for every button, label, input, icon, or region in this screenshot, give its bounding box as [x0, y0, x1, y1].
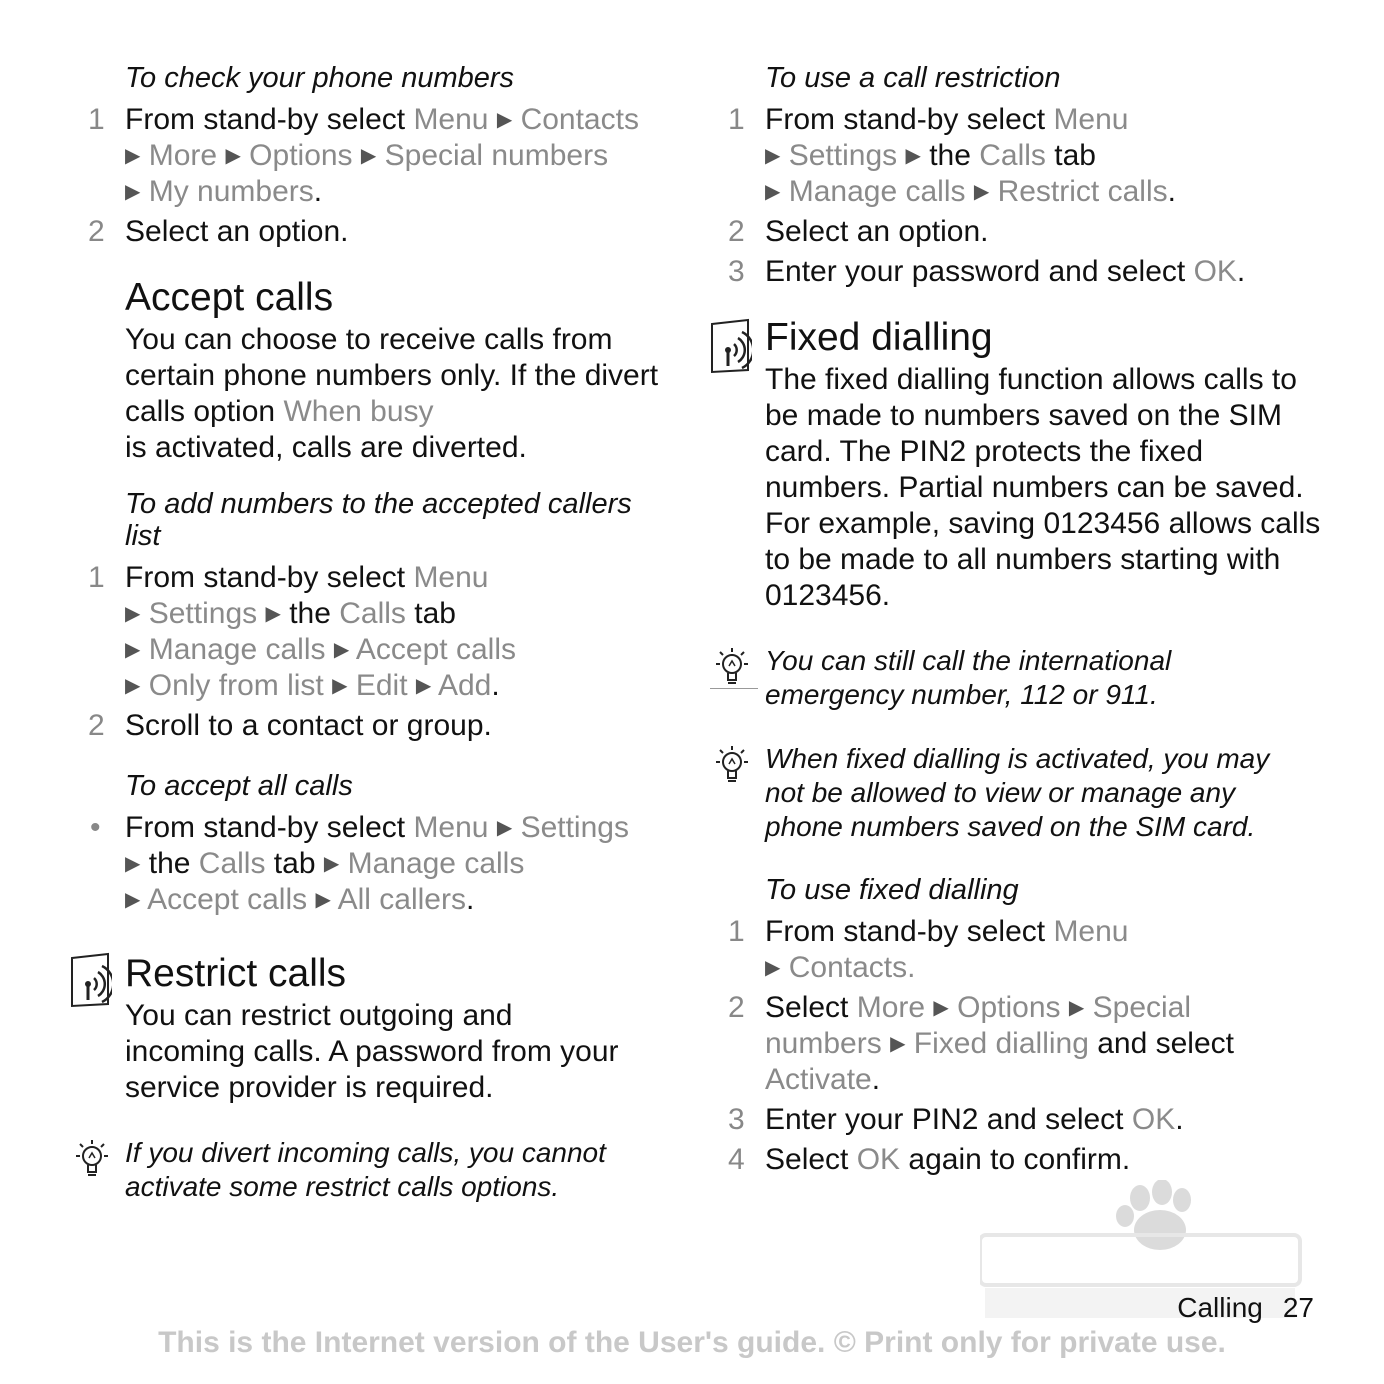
step-text: From stand-by select Menu ▶ Settings ▶ the Calls tab ▶ Manage calls ▶ Accept calls ▶ Only from list ▶ Edit ▶ Add.: [125, 561, 516, 702]
arrow-icon: ▶: [315, 889, 331, 911]
step-text: Select More ▶ Options ▶ Special numbers ▶ Fixed dialling and select Activate.: [765, 991, 1234, 1096]
lightbulb-icon: [710, 744, 756, 790]
arrow-icon: ▶: [765, 957, 781, 979]
step-number: 1: [728, 103, 745, 136]
menu-path-my-numbers: My numbers: [148, 175, 314, 208]
accept-all-title: To accept all calls: [125, 770, 353, 802]
page-footer: [1177, 1292, 1314, 1324]
step-number: 4: [728, 1143, 745, 1176]
step-text: Enter your PIN2 and select OK.: [765, 1103, 1184, 1136]
arrow-icon: ▶: [125, 889, 141, 911]
menu-path-when-busy: When busy: [283, 395, 434, 428]
arrow-icon: ▶: [496, 109, 513, 131]
step-text: From stand-by select Menu ▶ Contacts.: [765, 915, 1129, 984]
lightbulb-icon: [70, 1138, 116, 1184]
menu-path-options: Options: [249, 139, 353, 172]
arrow-icon: ▶: [415, 675, 432, 697]
restrict-calls-section: [70, 952, 670, 1106]
arrow-icon: ▶: [332, 675, 348, 697]
step-number: 1: [88, 103, 105, 136]
arrow-icon: ▶: [933, 997, 949, 1019]
arrow-icon: ▶: [333, 639, 350, 661]
step-text: From stand-by select Menu ▶ Settings ▶ the Calls tab ▶ Manage calls ▶ Accept calls ▶ All callers.: [125, 811, 629, 916]
check-numbers-title: To check your phone numbers: [125, 62, 515, 94]
fixed-dialling-section: [710, 316, 1321, 614]
use-restriction-step-2: [710, 214, 1310, 250]
check-numbers-step-1: [70, 102, 670, 210]
step-text: Select OK again to confirm.: [765, 1143, 1131, 1176]
arrow-icon: ▶: [360, 145, 377, 167]
step-text: Scroll to a contact or group.: [125, 709, 492, 742]
use-restriction-step-3: [710, 254, 1310, 290]
step-number: 2: [88, 215, 105, 248]
use-fixed-step-3: [710, 1102, 1310, 1138]
step-number: 2: [728, 991, 745, 1024]
right-column: [710, 62, 1321, 1182]
step-number: 1: [88, 561, 105, 594]
menu-path-more: More: [148, 139, 218, 172]
use-fixed-step-2: [710, 990, 1310, 1098]
left-column: [70, 62, 670, 1204]
arrow-icon: ▶: [973, 181, 990, 203]
restrict-calls-paragraph: You can restrict outgoing and incoming calls. A password from your service provider is required.: [125, 999, 619, 1104]
add-numbers-step-1: [70, 560, 670, 704]
tip-text: You can still call the international emergency number, 112 or 911.: [765, 645, 1172, 710]
step-number: 1: [728, 915, 745, 948]
page-number: 27: [1282, 1292, 1314, 1323]
use-fixed-title: To use fixed dialling: [765, 874, 1019, 906]
tip-text: When fixed dialling is activated, you may not be allowed to view or manage any phone numbers saved on the SIM card.: [765, 743, 1270, 842]
menu-path-contacts: Contacts: [520, 103, 639, 136]
use-restriction-step-1: [710, 102, 1310, 210]
arrow-icon: ▶: [265, 603, 281, 625]
step-text: Select an option.: [125, 215, 349, 248]
step-text: Select an option.: [765, 215, 989, 248]
step-text: From stand-by select Menu ▶ Contacts ▶ More ▶ Options ▶ Special numbers ▶ My numbers.: [125, 103, 639, 208]
lightbulb-icon: [710, 646, 756, 692]
accept-calls-heading: Accept calls: [125, 276, 334, 319]
arrow-icon: ▶: [125, 853, 141, 875]
tip-divert: [70, 1136, 670, 1204]
arrow-icon: ▶: [1068, 997, 1085, 1019]
fixed-dialling-heading: Fixed dialling: [765, 316, 993, 359]
accept-all-step: [70, 810, 670, 918]
step-number: 3: [728, 1103, 745, 1136]
use-fixed-step-1: [710, 914, 1310, 986]
arrow-icon: ▶: [496, 817, 513, 839]
bullet: •: [90, 811, 101, 844]
add-numbers-step-2: [70, 708, 670, 744]
usage-notice: This is the Internet version of the User's guide. © Print only for private use.: [158, 1326, 1226, 1359]
arrow-icon: ▶: [905, 145, 921, 167]
arrow-icon: ▶: [890, 1033, 906, 1055]
divider: [710, 688, 758, 689]
arrow-icon: ▶: [125, 603, 141, 625]
step-number: 3: [728, 255, 745, 288]
menu-path-menu: Menu: [413, 103, 489, 136]
arrow-icon: ▶: [765, 181, 781, 203]
section-name: Calling: [1177, 1292, 1263, 1323]
tip-text: If you divert incoming calls, you cannot activate some restrict calls options.: [125, 1137, 606, 1202]
arrow-icon: ▶: [323, 853, 340, 875]
tip-emergency: [710, 644, 1310, 712]
add-numbers-title: To add numbers to the accepted callers list: [125, 488, 632, 552]
network-service-icon: [70, 952, 112, 1008]
tip-fixed-activated: [710, 742, 1310, 844]
step-number: 2: [88, 709, 105, 742]
accept-calls-paragraph: You can choose to receive calls from certain phone numbers only. If the divert calls option When busy is activated, calls are diverted.: [125, 323, 659, 464]
arrow-icon: ▶: [765, 145, 781, 167]
restrict-calls-heading: Restrict calls: [125, 952, 347, 995]
step-text: Enter your password and select OK.: [765, 255, 1246, 288]
use-restriction-title: To use a call restriction: [765, 62, 1061, 94]
arrow-icon: ▶: [225, 145, 241, 167]
step-text: From stand-by select Menu ▶ Settings ▶ the Calls tab ▶ Manage calls ▶ Restrict calls.: [765, 103, 1176, 208]
check-numbers-step-2: [70, 214, 670, 250]
menu-path-special-numbers: Special numbers: [384, 139, 609, 172]
arrow-icon: ▶: [125, 675, 141, 697]
fixed-dialling-paragraph: The fixed dialling function allows calls to be made to numbers saved on the SIM card. The PIN2 protects the fixed numbers. Partial numbers can be saved. For example, saving 0123456 allows calls to be made to all numbers starting with 0123456.: [765, 363, 1321, 612]
step-number: 2: [728, 215, 745, 248]
arrow-icon: ▶: [125, 145, 141, 167]
use-fixed-step-4: [710, 1142, 1310, 1178]
arrow-icon: ▶: [125, 181, 141, 203]
arrow-icon: ▶: [125, 639, 141, 661]
network-service-icon: [710, 318, 752, 374]
